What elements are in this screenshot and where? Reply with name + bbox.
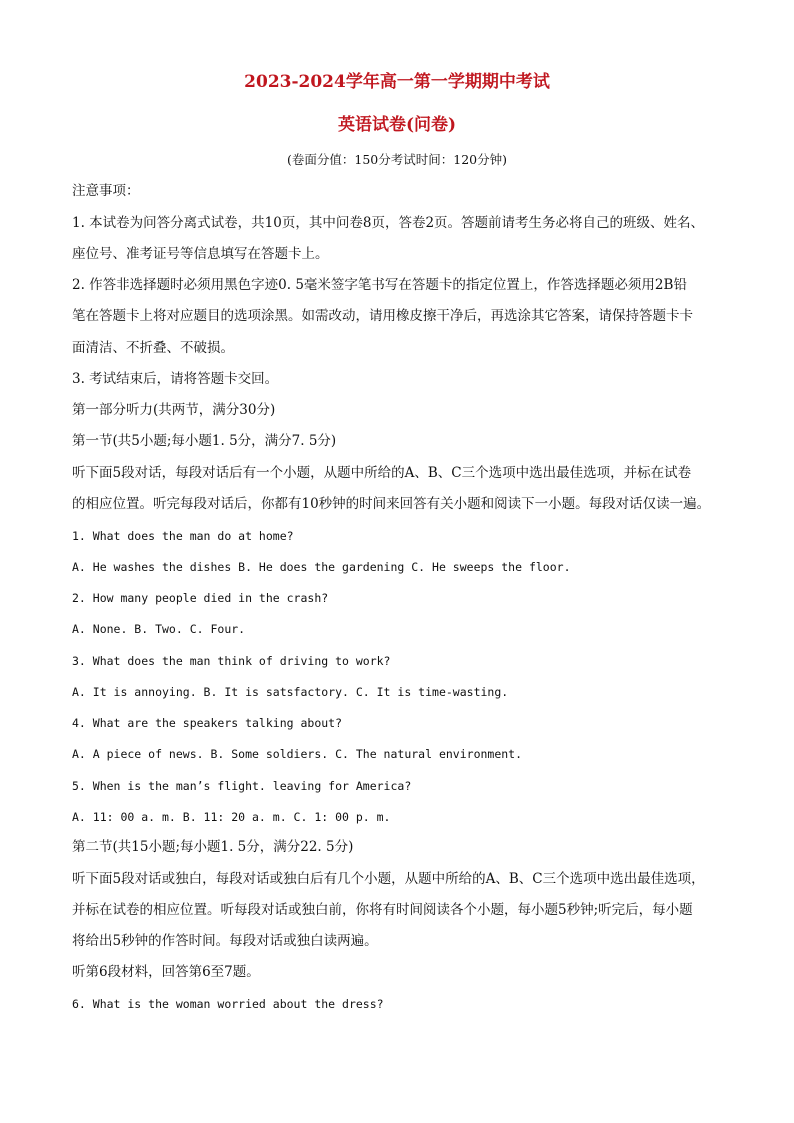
notes-line: 座位号、准考证号等信息填写在答题卡上。 xyxy=(72,246,329,262)
options-2: A. None. B. Two. C. Four. xyxy=(72,622,246,636)
section2-instruction: 并标在试卷的相应位置。听每段对话或独白前，你将有时间阅读各个小题，每小题5秒钟;听完后，每小题 xyxy=(72,902,693,918)
section1-heading: 第一节(共5小题;每小题1. 5分，满分7. 5分) xyxy=(72,433,337,449)
question-5: 5. When is the man’s flight. leaving for America? xyxy=(72,779,412,793)
question-1: 1. What does the man do at home? xyxy=(72,529,294,543)
notes-line: 3. 考试结束后，请将答题卡交回。 xyxy=(72,371,279,387)
notes-heading: 注意事项： xyxy=(72,183,140,199)
question-6: 6. What is the woman worried about the dress? xyxy=(72,997,384,1011)
question-3: 3. What does the man think of driving to work? xyxy=(72,654,391,668)
options-5: A. 11: 00 a. m. B. 11: 20 a. m. C. 1: 00 p. m. xyxy=(72,810,391,824)
question-2: 2. How many people died in the crash? xyxy=(72,591,329,605)
notes-line: 2. 作答非选择题时必须用黑色字迹0. 5毫米签字笔书写在答题卡的指定位置上，作答选择题必须用2B铅 xyxy=(72,277,687,293)
section1-instruction: 的相应位置。听完每段对话后，你都有10秒钟的时间来回答有关小题和阅读下一小题。每段对话仅读一遍。 xyxy=(72,496,711,512)
options-4: A. A piece of news. B. Some soldiers. C. The natural environment. xyxy=(72,747,523,761)
exam-subtitle: 英语试卷(问卷) xyxy=(337,115,457,135)
part1-heading: 第一部分听力(共两节，满分30分) xyxy=(72,402,276,418)
section2-instruction: 听下面5段对话或独白，每段对话或独白后有几个小题，从题中所给的A、B、C三个选项中选出最佳选项， xyxy=(72,871,705,887)
question-4: 4. What are the speakers talking about? xyxy=(72,716,343,730)
section2-heading: 第二节(共15小题;每小题1. 5分，满分22. 5分) xyxy=(72,839,354,855)
material-heading: 听第6段材料，回答第6至7题。 xyxy=(72,964,260,980)
section1-instruction: 听下面5段对话，每段对话后有一个小题，从题中所给的A、B、C三个选项中选出最佳选项，并标在试卷 xyxy=(72,465,692,481)
notes-line: 1. 本试卷为问答分离式试卷，共10页，其中问卷8页，答卷2页。答题前请考生务必将自己的班级、姓名、 xyxy=(72,215,705,231)
options-1: A. He washes the dishes B. He does the gardening C. He sweeps the floor. xyxy=(72,560,571,574)
notes-line: 笔在答题卡上将对应题目的选项涂黑。如需改动，请用橡皮擦干净后，再选涂其它答案，请保持答题卡卡 xyxy=(72,308,693,324)
notes-line: 面清洁、不折叠、不破损。 xyxy=(72,340,234,356)
section2-instruction: 将给出5秒钟的作答时间。每段对话或独白读两遍。 xyxy=(72,933,378,949)
exam-title: 2023-2024学年高一第一学期期中考试 xyxy=(244,72,550,92)
score-info: (卷面分值：150分考试时间：120分钟) xyxy=(287,152,507,167)
options-3: A. It is annoying. B. It is satsfactory. C. It is time-wasting. xyxy=(72,685,509,699)
